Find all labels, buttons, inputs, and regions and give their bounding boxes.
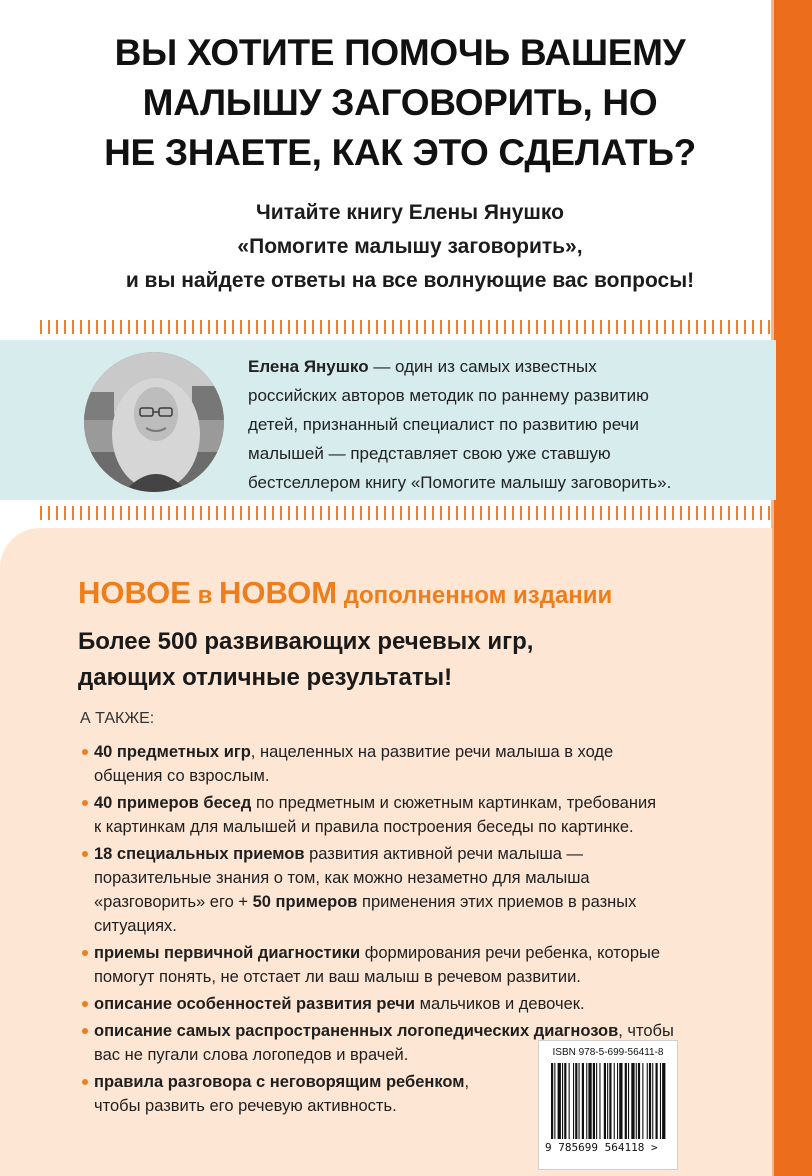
- new-word-3: НОВОМ: [219, 575, 338, 610]
- item-text: ,: [464, 1073, 470, 1091]
- item-text: , чтобы: [618, 1022, 674, 1040]
- item-line: чтобы развить его речевую активность.: [94, 1097, 397, 1115]
- item-bold: 40 примеров бесед: [94, 794, 252, 812]
- item-text: формирования речи ребенка, которые: [360, 944, 661, 962]
- new-edition-title: [78, 575, 612, 611]
- item-bold: 18 специальных приемов: [94, 845, 305, 863]
- stitch-bottom: [40, 506, 774, 520]
- item-text: применения этих приемов в разных: [357, 893, 637, 911]
- item-bold: описание самых распространенных логопедических диагнозов: [94, 1022, 619, 1040]
- list-item: [82, 791, 762, 839]
- new-word-2: в: [190, 582, 219, 609]
- author-bio-line-1-rest: — один из самых известных: [368, 357, 597, 376]
- item-line: поразительные знания о том, как можно незаметно для малыша: [94, 869, 590, 887]
- headline-line-2: МАЛЫШУ ЗАГОВОРИТЬ, НО: [142, 82, 658, 123]
- games-line-1: Более 500 развивающих речевых игр,: [78, 628, 534, 655]
- author-bio-line-5: бестселлером книгу «Помогите малышу заговорить».: [248, 473, 672, 492]
- item-text: развития активной речи малыша —: [304, 845, 584, 863]
- author-name: Елена Янушко: [248, 357, 369, 376]
- item-line: к картинкам для малышей и правила построения беседы по картинке.: [94, 818, 634, 836]
- new-edition-rest: дополненном издании: [337, 582, 613, 609]
- isbn-digits: 9 785699 564118 >: [545, 1141, 658, 1154]
- games-line-2: дающих отличные результаты!: [78, 664, 453, 691]
- author-bio-line-2: российских авторов методик по раннему развитию: [248, 386, 649, 405]
- item-text: «разговорить» его +: [94, 893, 253, 911]
- stitch-top: [40, 320, 774, 334]
- item-bold: 40 предметных игр: [94, 743, 251, 761]
- author-portrait-icon: [84, 352, 224, 492]
- isbn-label: ISBN 978-5-699-56411-8: [552, 1047, 664, 1058]
- intro-text: [30, 196, 790, 298]
- item-bold: описание особенностей развития речи: [94, 995, 416, 1013]
- bullet-dot: [82, 851, 88, 857]
- bullet-dot: [82, 1028, 88, 1034]
- list-item: [82, 941, 762, 989]
- also-label: А ТАКЖЕ:: [80, 710, 155, 727]
- item-bold: правила разговора с неговорящим ребенком: [94, 1073, 465, 1091]
- author-bio-line-4: малышей — представляет свою уже ставшую: [248, 444, 611, 463]
- bullet-dot: [82, 950, 88, 956]
- isbn-barcode-box: [538, 1040, 678, 1170]
- barcode-icon: [539, 1041, 677, 1141]
- bullet-dot: [82, 749, 88, 755]
- item-text: мальчиков и девочек.: [415, 995, 585, 1013]
- author-photo: [84, 352, 224, 492]
- intro-line-3: и вы найдете ответы на все волнующие вас вопросы!: [125, 269, 695, 292]
- intro-line-2: «Помогите малышу заговорить»,: [237, 235, 583, 258]
- list-item: [82, 740, 762, 788]
- list-item: [82, 992, 762, 1016]
- author-bio: [248, 352, 748, 497]
- author-bio-line-3: детей, признанный специалист по развитию речи: [248, 415, 639, 434]
- item-text: , нацеленных на развитие речи малыша в ходе: [250, 743, 614, 761]
- headline: [20, 28, 780, 178]
- new-word-1: НОВОЕ: [78, 575, 191, 610]
- bullet-dot: [82, 1079, 88, 1085]
- intro-line-1: Читайте книгу Елены Янушко: [256, 201, 564, 224]
- item-text: по предметным и сюжетным картинкам, требования: [251, 794, 657, 812]
- item-line: общения со взрослым.: [94, 767, 270, 785]
- item-bold: 50 примеров: [252, 893, 358, 911]
- item-line: помогут понять, не отстает ли ваш малыш в речевом развитии.: [94, 968, 581, 986]
- headline-line-1: ВЫ ХОТИТЕ ПОМОЧЬ ВАШЕМУ: [114, 32, 686, 73]
- games-heading: [78, 624, 758, 696]
- bullet-dot: [82, 1001, 88, 1007]
- item-bold: приемы первичной диагностики: [94, 944, 361, 962]
- item-line: вас не пугали слова логопедов и врачей.: [94, 1046, 409, 1064]
- item-line: ситуациях.: [94, 917, 177, 935]
- list-item: [82, 842, 762, 938]
- author-bio-line-1: [248, 352, 748, 381]
- bullet-dot: [82, 800, 88, 806]
- headline-line-3: НЕ ЗНАЕТЕ, КАК ЭТО СДЕЛАТЬ?: [104, 132, 696, 173]
